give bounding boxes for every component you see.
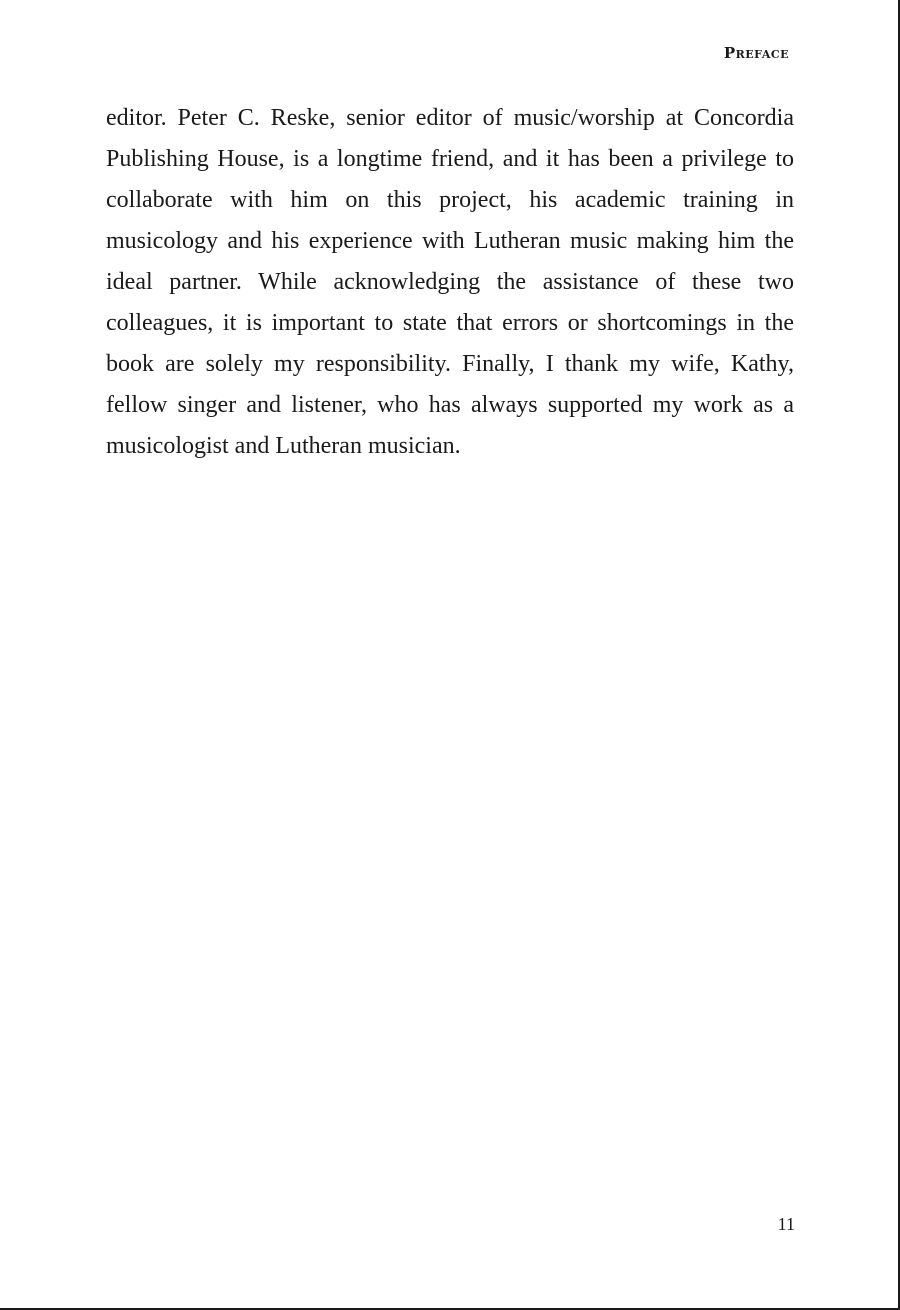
running-head: Preface [723, 44, 789, 62]
body-paragraph: editor. Peter C. Reske, senior editor of music/worship at Concordia Publishing House, is a longtime friend, and it has been a privilege to collaborate with him on this project, his academic training in musicology and his experience with Lutheran music making him the ideal partner. While acknowledging the assistance of these two colleagues, it is important to state that errors or shortcomings in the book are solely my responsibility. Finally, I thank my wife, Kathy, fellow singer and listener, who has always supported my work as a musicologist and Lutheran musician. [106, 105, 794, 459]
page-number: 11 [777, 1214, 795, 1234]
